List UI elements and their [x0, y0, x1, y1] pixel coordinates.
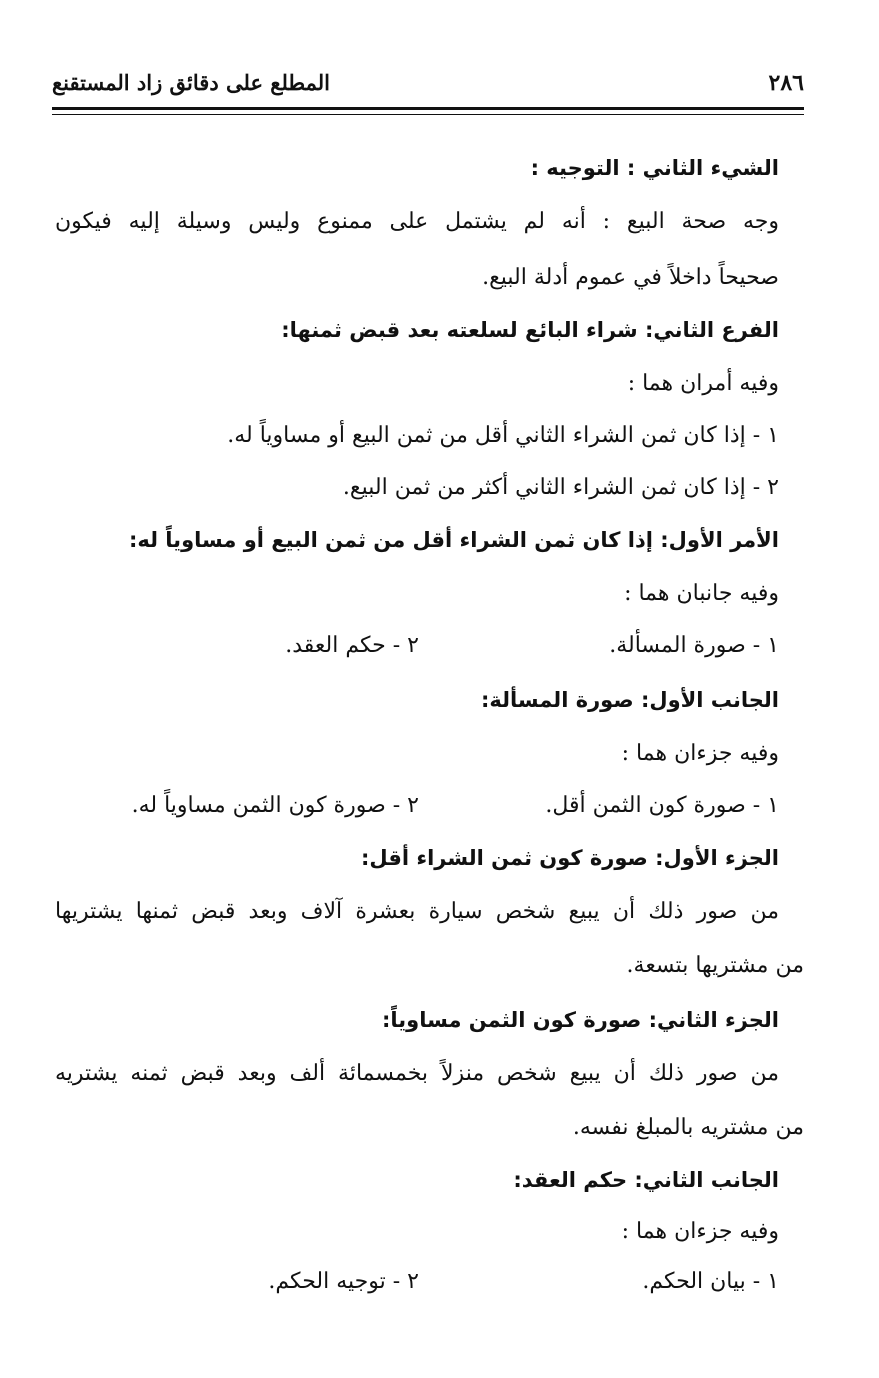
list-item: ٢ - صورة كون الثمن مساوياً له.	[131, 793, 419, 818]
list-row	[55, 1262, 779, 1306]
list-item: ٢ - إذا كان ثمن الشراء الثاني أكثر من ثمن البيع.	[342, 475, 779, 500]
list-row	[55, 786, 779, 830]
paragraph-line: صحيحاً داخلاً في عموم أدلة البيع.	[482, 265, 779, 290]
list-item: ٢ - حكم العقد.	[285, 633, 419, 658]
list-item: ١ - صورة المسألة.	[609, 633, 779, 658]
paragraph-line: وفيه جزءان هما :	[621, 741, 779, 766]
list-item: ٢ - توجيه الحكم.	[268, 1269, 419, 1294]
paragraph-line: وفيه جانبان هما :	[624, 581, 779, 606]
heading-first-matter: الأمر الأول: إذا كان ثمن الشراء أقل من ثمن البيع أو مساوياً له:	[128, 528, 779, 552]
heading-second-thing: الشيء الثاني : التوجيه :	[530, 156, 779, 180]
paragraph-line: من صور ذلك أن يبيع شخص منزلاً بخمسمائة ألف وبعد قبض ثمنه يشتريه	[55, 1061, 779, 1086]
list-row	[55, 626, 779, 670]
list-item: ١ - إذا كان ثمن الشراء الثاني أقل من ثمن البيع أو مساوياً له.	[227, 423, 779, 448]
list-item: ١ - صورة كون الثمن أقل.	[545, 793, 779, 818]
heading-second-branch: الفرع الثاني: شراء البائع لسلعته بعد قبض ثمنها:	[281, 318, 779, 342]
header-rule-thick	[52, 107, 804, 110]
heading-first-side: الجانب الأول: صورة المسألة:	[480, 688, 779, 712]
paragraph-line: وفيه جزءان هما :	[621, 1219, 779, 1244]
paragraph-line: وجه صحة البيع : أنه لم يشتمل على ممنوع وليس وسيلة إليه فيكون	[55, 209, 779, 234]
running-title: المطلع على دقائق زاد المستقنع	[52, 70, 331, 95]
heading-second-side: الجانب الثاني: حكم العقد:	[513, 1168, 779, 1192]
page-header	[52, 68, 804, 104]
paragraph-line: من مشتريه بالمبلغ نفسه.	[572, 1115, 804, 1140]
header-rule-thin	[52, 114, 804, 115]
list-item: ١ - بيان الحكم.	[642, 1269, 779, 1294]
paragraph-line: وفيه أمران هما :	[627, 371, 779, 396]
heading-second-part: الجزء الثاني: صورة كون الثمن مساوياً:	[381, 1008, 779, 1032]
page-number: ٢٨٦	[768, 70, 804, 96]
paragraph-line: من صور ذلك أن يبيع شخص سيارة بعشرة آلاف وبعد قبض ثمنها يشتريها	[55, 899, 779, 924]
paragraph-line: من مشتريها بتسعة.	[626, 953, 804, 978]
heading-first-part: الجزء الأول: صورة كون ثمن الشراء أقل:	[360, 846, 779, 870]
